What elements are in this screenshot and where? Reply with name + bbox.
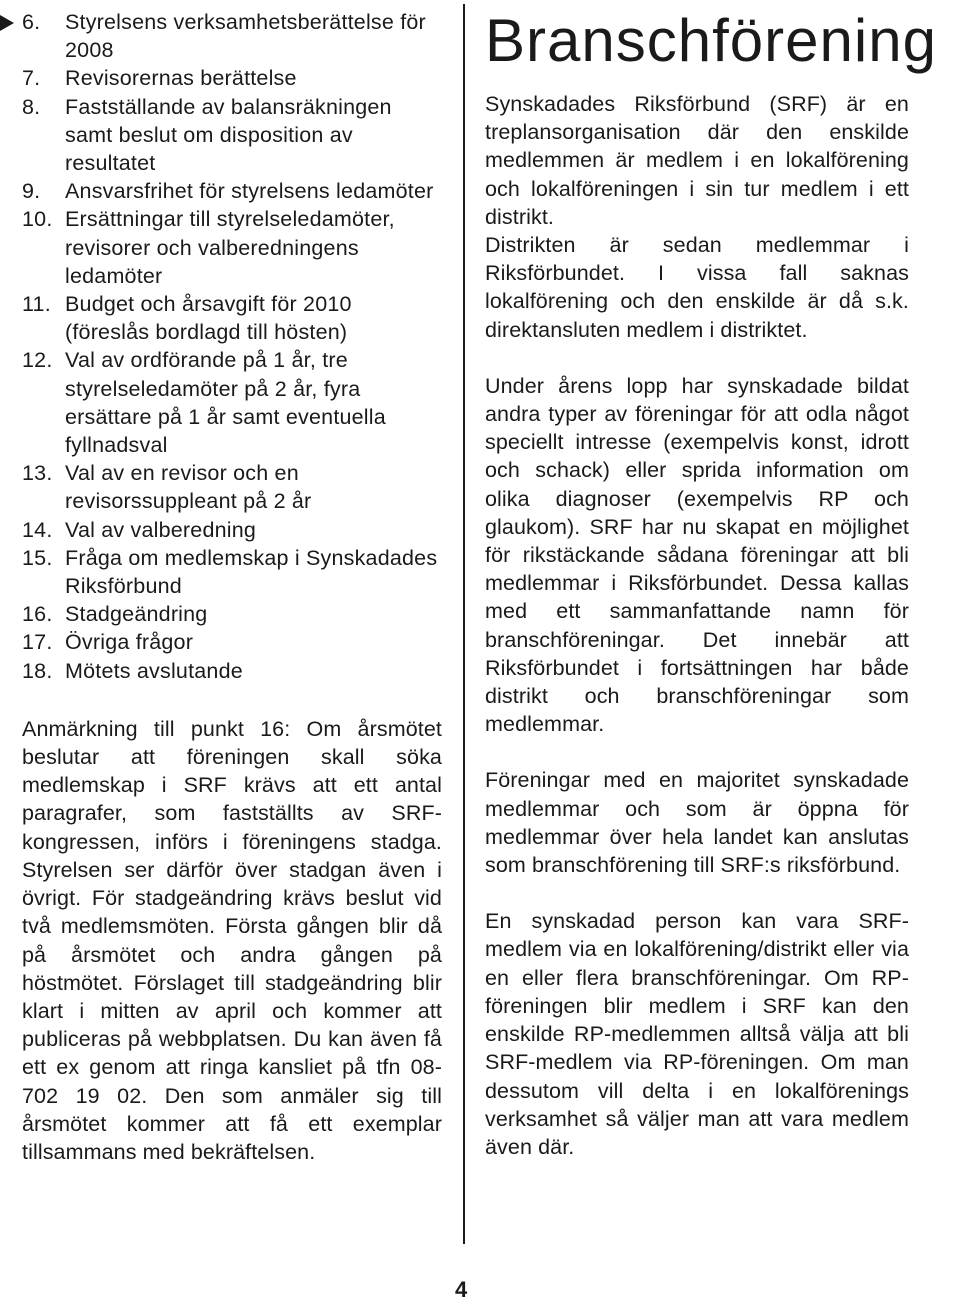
agenda-item-number: 16.: [22, 602, 53, 627]
agenda-item: [22, 64, 442, 92]
agenda-item-text: Mötets avslutande: [65, 658, 243, 683]
agenda-item: [22, 516, 442, 544]
agenda-item: [22, 290, 442, 346]
agenda-item-number: 11.: [22, 292, 51, 317]
article-paragraph: Distrikten är sedan medlemmar i Riksförbundet. I vissa fall saknas lokalförening och den enskilde är då s.k. direktansluten medlem i distriktet.: [485, 233, 909, 342]
agenda-item: [22, 657, 442, 685]
agenda-item-text: Val av en revisor och en revisorssuppleant på 2 år: [65, 461, 312, 514]
article-paragraph: Under årens lopp har synskadade bildat andra typer av föreningar för att odla något speciellt intresse (exempelvis konst, idrott och schack) eller sprida information om olika diagnoser (exempelvis RP och glaukom). SRF har nu skapat en möjlighet för rikstäckande sådana föreningar att bli medlemmar i Riksförbundet. Dessa kallas med ett sammanfattande namn för branschföreningar. Det innebär att Riksförbundet i fortsättningen har både distrikt och branschföreningar som medlemmar.: [485, 373, 909, 737]
agenda-item-number: 14.: [22, 517, 53, 542]
agenda-item-text: Övriga frågor: [65, 630, 194, 655]
article-title: Branschförening: [485, 7, 937, 74]
agenda-item-text: Ersättningar till styrelseledamöter, revisorer och valberedningens ledamöter: [65, 207, 395, 288]
article-paragraph: Föreningar med en majoritet synskadade medlemmar och som är öppna för medlemmar över hela landet kan anslutas som branschförening till SRF:s riksförbund.: [485, 768, 909, 878]
triangle-marker-icon: [0, 15, 14, 31]
agenda-item-text: Val av valberedning: [65, 517, 257, 542]
agenda-item-text: Fastställande av balansräkningen samt beslut om disposition av resultatet: [65, 94, 392, 176]
agenda-item-number: 6.: [22, 10, 41, 34]
agenda-item-text: Val av ordförande på 1 år, tre styrelseledamöter på 2 år, fyra ersättare på 1 år samt eventuella fyllnadsval: [65, 348, 386, 458]
agenda-item: [22, 544, 442, 600]
agenda-item-text: Budget och årsavgift för 2010 (föreslås bordlagd till hösten): [65, 292, 352, 345]
right-column: [485, 7, 937, 1161]
agenda-item-number: 12.: [22, 348, 53, 373]
agenda-item: [22, 93, 442, 178]
agenda-item: [22, 459, 442, 515]
agenda-item: [22, 600, 442, 628]
agenda-list: [22, 8, 442, 685]
agenda-item-number: 7.: [22, 66, 41, 91]
column-divider: [463, 4, 465, 1244]
agenda-item: [22, 628, 442, 656]
agenda-item-number: 17.: [22, 630, 53, 655]
agenda-item: [22, 8, 442, 64]
article-paragraph: Synskadades Riksförbund (SRF) är en treplansorganisation där den enskilde medlemmen är medlem i en lokalförening och lokalföreningen i sin tur medlem i ett distrikt.: [485, 92, 909, 229]
article-paragraph: En synskadad person kan vara SRF-medlem via en lokalförening/distrikt eller via en eller flera branschföreningar. Om RP-föreningen blir medlem i SRF kan den enskilde RP-medlemmen alltså välja att bli SRF-medlem via RP-föreningen. Om man dessutom vill delta i en lokalförenings verksamhet så väljer man att vara medlem även där.: [485, 909, 909, 1159]
agenda-item-number: 10.: [22, 207, 53, 232]
agenda-item: [22, 346, 442, 459]
agenda-item-number: 9.: [22, 179, 41, 204]
agenda-item-text: Revisorernas berättelse: [65, 66, 297, 91]
agenda-item-number: 13.: [22, 461, 53, 486]
agenda-item-number: 15.: [22, 545, 53, 570]
agenda-note: Anmärkning till punkt 16: Om årsmötet beslutar att föreningen skall söka medlemskap i SRF krävs att ett antal paragrafer, som fastställts av SRF-kongressen, införs i föreningens stadga. Styrelsen ser därför över stadgan även i övrigt. För stadgeändring krävs beslut vid två medlemsmöten. Första gången blir då på årsmötet och andra gången på höstmötet. Förslaget till stadgeändring blir klart i mitten av april och kommer att publiceras på webbplatsen. Du kan även få ett ex genom att ringa kansliet på tfn 08-702 19 02. Den som anmäler sig till årsmötet kommer att få ett exemplar tillsammans med bekräftelsen.: [22, 716, 442, 1164]
agenda-item-text: Stadgeändring: [65, 602, 208, 627]
agenda-item-number: 8.: [22, 94, 41, 119]
agenda-item-text: Ansvarsfrihet för styrelsens ledamöter: [65, 179, 434, 204]
agenda-item: [22, 177, 442, 205]
agenda-item-number: 18.: [22, 658, 53, 683]
page-number: 4: [455, 1277, 468, 1302]
left-column: [22, 8, 442, 1166]
agenda-item-text: Styrelsens verksamhetsberättelse för 2008: [65, 10, 426, 63]
agenda-item: [22, 205, 442, 290]
agenda-item-text: Fråga om medlemskap i Synskadades Riksförbund: [65, 545, 438, 599]
